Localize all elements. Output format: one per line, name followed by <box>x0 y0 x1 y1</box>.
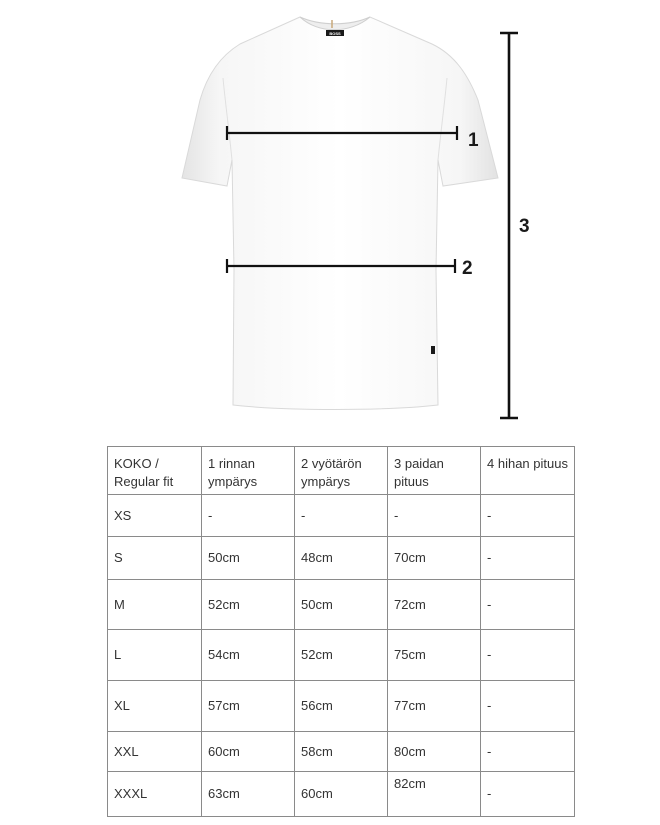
length-cell: 80cm <box>388 732 481 772</box>
table-row <box>108 732 575 772</box>
sleeve-cell: - <box>481 772 575 817</box>
sleeve-cell: - <box>481 630 575 681</box>
hem-brand-tag <box>431 346 435 354</box>
length-cell: 75cm <box>388 630 481 681</box>
length-cell: 70cm <box>388 537 481 580</box>
measure-label-1: 1 <box>468 130 479 151</box>
header-sleeve: 4 hihan pituus <box>481 447 575 495</box>
measure-label-2: 2 <box>462 258 473 279</box>
length-cell: 77cm <box>388 681 481 732</box>
length-measure <box>500 33 530 418</box>
size-cell: XXXL <box>108 772 202 817</box>
table-row <box>108 681 575 732</box>
waist-cell: 48cm <box>295 537 388 580</box>
chest-cell: 50cm <box>202 537 295 580</box>
chest-cell: 54cm <box>202 630 295 681</box>
header-waist: 2 vyötärön ympärys <box>295 447 388 495</box>
header-chest: 1 rinnan ympärys <box>202 447 295 495</box>
table-row <box>108 495 575 537</box>
size-cell: L <box>108 630 202 681</box>
length-cell: - <box>388 495 481 537</box>
waist-cell: - <box>295 495 388 537</box>
chest-cell: 60cm <box>202 732 295 772</box>
table-row <box>108 580 575 630</box>
sleeve-cell: - <box>481 495 575 537</box>
waist-cell: 60cm <box>295 772 388 817</box>
table-row <box>108 537 575 580</box>
sleeve-cell: - <box>481 732 575 772</box>
table-header-row <box>108 447 575 495</box>
length-cell: 72cm <box>388 580 481 630</box>
length-value: 82cm <box>394 776 426 791</box>
waist-cell: 56cm <box>295 681 388 732</box>
size-chart-table <box>107 446 575 817</box>
chest-cell: 57cm <box>202 681 295 732</box>
table-row <box>108 772 575 817</box>
length-cell <box>388 772 481 817</box>
size-cell: M <box>108 580 202 630</box>
chest-cell: 63cm <box>202 772 295 817</box>
waist-cell: 50cm <box>295 580 388 630</box>
chest-cell: - <box>202 495 295 537</box>
neck-brand-label-text: BOSS <box>329 31 341 36</box>
sleeve-cell: - <box>481 537 575 580</box>
sleeve-cell: - <box>481 681 575 732</box>
table-row <box>108 630 575 681</box>
size-cell: XXL <box>108 732 202 772</box>
tshirt-illustration <box>182 17 498 410</box>
chest-cell: 52cm <box>202 580 295 630</box>
size-cell: S <box>108 537 202 580</box>
size-cell: XS <box>108 495 202 537</box>
header-size: KOKO / Regular fit <box>108 447 202 495</box>
measure-label-3: 3 <box>519 216 530 237</box>
header-length: 3 paidan pituus <box>388 447 481 495</box>
waist-cell: 52cm <box>295 630 388 681</box>
sleeve-cell: - <box>481 580 575 630</box>
tshirt-body <box>182 17 498 410</box>
waist-cell: 58cm <box>295 732 388 772</box>
size-cell: XL <box>108 681 202 732</box>
